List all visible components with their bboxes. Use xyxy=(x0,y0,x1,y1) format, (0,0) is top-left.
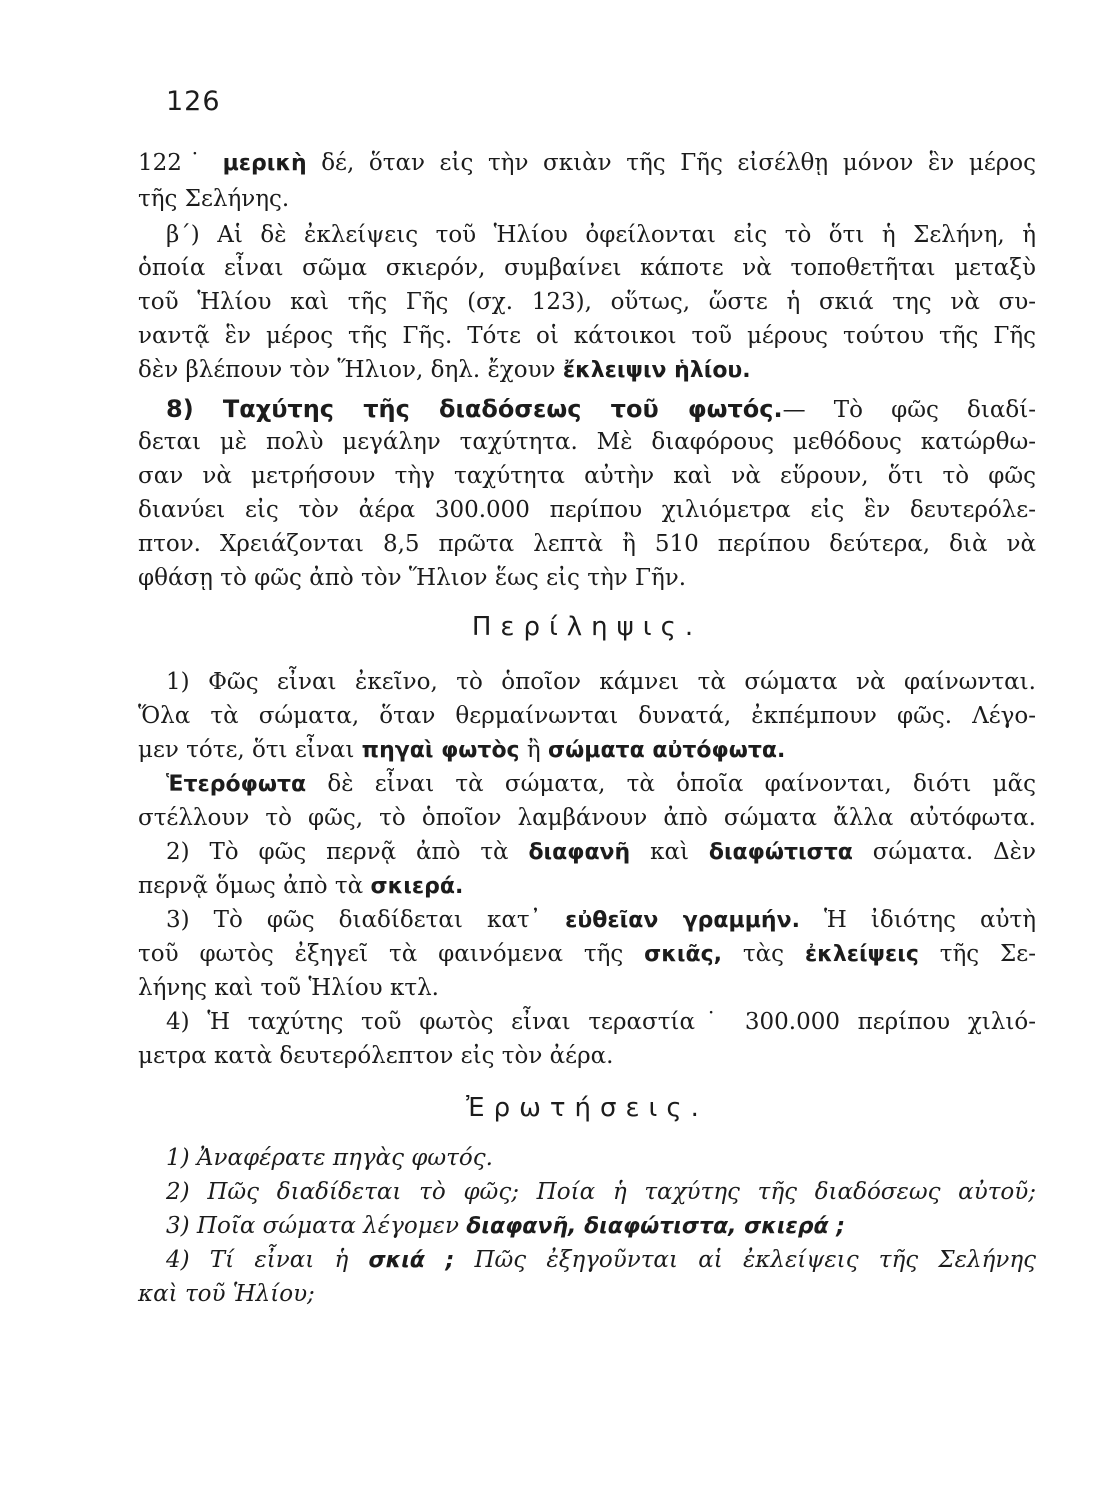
bold-term: εὐθεῖαν γραμμήν. xyxy=(565,908,800,933)
text-line: δεται μὲ πολὺ μεγάλην ταχύτητα. Μὲ διαφόρους μεθόδους κατώρθω- xyxy=(138,429,1036,455)
text-line: 4) Ἡ ταχύτης τοῦ φωτὸς εἶναι τεραστία˙ 300.000 περίπου χιλιό- xyxy=(166,1009,1036,1035)
bold-term: σκιά ; xyxy=(368,1248,455,1273)
bold-term: διαφώτιστα xyxy=(708,840,853,865)
text-line: β΄) Αἱ δὲ ἐκλείψεις τοῦ Ἡλίου ὀφείλονται εἰς τὸ ὅτι ἡ Σελήνη, ἡ xyxy=(166,222,1036,248)
text-line: μετρα κατὰ δευτερόλεπτον εἰς τὸν ἀέρα. xyxy=(138,1043,614,1069)
page-number: 126 xyxy=(166,86,221,117)
bold-term: διαφανῆ, διαφώτιστα, σκιερά ; xyxy=(466,1214,846,1239)
bold-term: πηγαὶ φωτὸς xyxy=(361,738,520,763)
summary-heading: Περίληψις. xyxy=(471,612,703,642)
bold-term: σκιερά. xyxy=(370,874,464,899)
text-line: Ὅλα τὰ σώματα, ὅταν θερμαίνωνται δυνατά, ἐκπέμπουν φῶς. Λέγο- xyxy=(138,703,1036,729)
section-title: 8) Ταχύτης τῆς διαδόσεως τοῦ φωτός. xyxy=(166,395,783,423)
bold-term: σκιᾶς, xyxy=(644,942,723,967)
text-line: πτον. Χρειάζονται 8,5 πρῶτα λεπτὰ ἢ 510 περίπου δεύτερα, διὰ νὰ xyxy=(138,531,1036,557)
question-line: 2) Πῶς διαδίδεται τὸ φῶς; Ποία ἡ ταχύτης τῆς διαδόσεως αὐτοῦ; xyxy=(166,1179,1036,1205)
bold-term: διαφανῆ xyxy=(528,840,631,865)
question-line: καὶ τοῦ Ἡλίου; xyxy=(138,1281,315,1307)
text-line: ναντᾷ ἓν μέρος τῆς Γῆς. Τότε οἱ κάτοικοι τοῦ μέρους τούτου τῆς Γῆς xyxy=(138,323,1036,349)
bold-term: σώματα αὐτόφωτα. xyxy=(548,738,786,763)
text-line: 3) Τὸ φῶς διαδίδεται κατ᾽ εὐθεῖαν γραμμήν. Ἡ ἰδιότης αὐτὴ xyxy=(166,907,1037,933)
bold-term: ἐκλείψεις xyxy=(804,942,919,967)
text-line: 2) Τὸ φῶς περνᾷ ἀπὸ τὰ διαφανῆ καὶ διαφώτιστα σώματα. Δὲν xyxy=(166,839,1037,865)
text-line: 1) Φῶς εἶναι ἐκεῖνο, τὸ ὁποῖον κάμνει τὰ σώματα νὰ φαίνωνται. xyxy=(166,669,1036,695)
question-line: 3) Ποῖα σώματα λέγομεν διαφανῆ, διαφώτιστα, σκιερά ; xyxy=(166,1213,846,1239)
text-line: ὁποία εἶναι σῶμα σκιερόν, συμβαίνει κάποτε νὰ τοποθετῆται μεταξὺ xyxy=(138,255,1036,281)
text-line: τοῦ Ἡλίου καὶ τῆς Γῆς (σχ. 123), οὕτως, ὥστε ἡ σκιά της νὰ συ- xyxy=(138,289,1036,315)
text-line: τῆς Σελήνης. xyxy=(138,186,290,212)
question-line: 1) Ἀναφέρατε πηγὰς φωτός. xyxy=(166,1145,493,1171)
questions-heading: Ἐρωτήσεις. xyxy=(466,1093,708,1123)
text-line: στέλλουν τὸ φῶς, τὸ ὁποῖον λαμβάνουν ἀπὸ σώματα ἄλλα αὐτόφωτα. xyxy=(138,805,1036,831)
text-line: τοῦ φωτὸς ἐξηγεῖ τὰ φαινόμενα τῆς σκιᾶς, τὰς ἐκλείψεις τῆς Σε- xyxy=(138,941,1036,967)
text-line: σαν νὰ μετρήσουν τὴγ ταχύτητα αὐτὴν καὶ νὰ εὕρουν, ὅτι τὸ φῶς xyxy=(138,463,1036,489)
bold-term: μερικὴ xyxy=(222,151,307,176)
section-heading-line: 8) Ταχύτης τῆς διαδόσεως τοῦ φωτός.— Τὸ φῶς διαδί- xyxy=(166,395,1036,423)
text-line: δὲν βλέπουν τὸν Ἥλιον, δηλ. ἔχουν ἔκλειψιν ἡλίου. xyxy=(138,357,751,383)
bold-term: ἔκλειψιν ἡλίου. xyxy=(562,358,751,383)
text-line: μεν τότε, ὅτι εἶναι πηγαὶ φωτὸς ἢ σώματα αὐτόφωτα. xyxy=(138,737,786,763)
text-line: 122˙ μερικὴ δέ, ὅταν εἰς τὴν σκιὰν τῆς Γῆς εἰσέλθῃ μόνον ἓν μέρος xyxy=(138,150,1036,176)
question-line: 4) Τί εἶναι ἡ σκιά ; Πῶς ἐξηγοῦνται αἱ ἐκλείψεις τῆς Σελήνης xyxy=(166,1247,1036,1273)
bold-term: Ἑτερόφωτα xyxy=(166,772,307,797)
text-line: Ἑτερόφωτα δὲ εἶναι τὰ σώματα, τὰ ὁποῖα φαίνονται, διότι μᾶς xyxy=(166,771,1036,797)
text-line: φθάσῃ τὸ φῶς ἀπὸ τὸν Ἥλιον ἕως εἰς τὴν Γῆν. xyxy=(138,565,687,591)
text-line: λήνης καὶ τοῦ Ἡλίου κτλ. xyxy=(138,975,439,1001)
text-line: περνᾷ ὅμως ἀπὸ τὰ σκιερά. xyxy=(138,873,464,899)
text-line: διανύει εἰς τὸν ἀέρα 300.000 περίπου χιλιόμετρα εἰς ἓν δευτερόλε- xyxy=(138,497,1036,523)
